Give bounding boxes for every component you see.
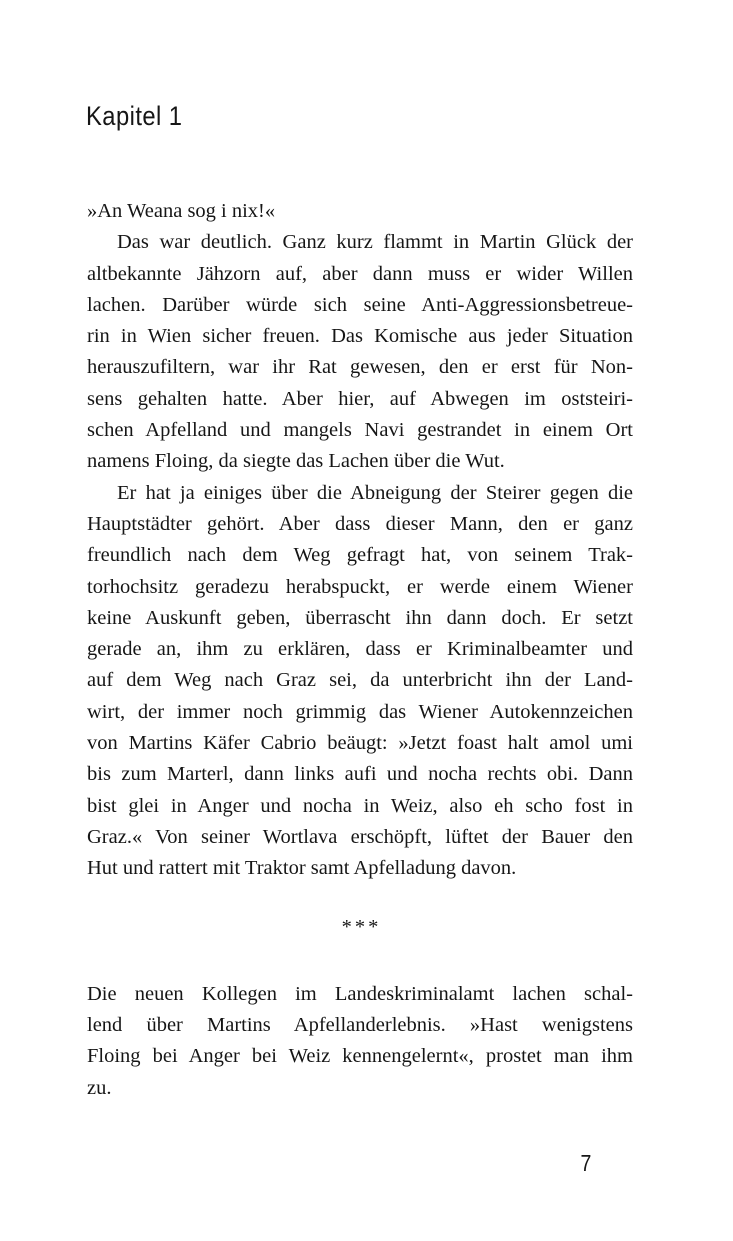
text-line: bist glei in Anger und nocha in Weiz, also eh scho fost in [87, 794, 633, 817]
text-line: auf dem Weg nach Graz sei, da unterbricht ihn der Land- [87, 669, 633, 692]
text-line: rin in Wien sicher freuen. Das Komische aus jeder Situation [87, 325, 633, 348]
text-line: lend über Martins Apfellanderlebnis. »Hast wenigstens [87, 1014, 633, 1037]
text-line: »An Weana sog i nix!« [87, 200, 276, 222]
text-line: wirt, der immer noch grimmig das Wiener Autokennzeichen [87, 700, 633, 723]
text-line: lachen. Darüber würde sich seine Anti-Aggressionsbetreue- [87, 293, 633, 316]
text-line: Floing bei Anger bei Weiz kennengelernt«, prostet man ihm [87, 1045, 633, 1068]
text-line: herauszufiltern, war ihr Rat gewesen, den er erst für Non- [87, 356, 633, 379]
text-line: Graz.« Von seiner Wortlava erschöpft, lüftet der Bauer den [87, 825, 633, 848]
text-line: torhochsitz geradezu herabspuckt, er werde einem Wiener [87, 575, 633, 598]
text-line: keine Auskunft geben, überrascht ihn dann doch. Er setzt [87, 606, 633, 629]
text-line: freundlich nach dem Weg gefragt hat, von seinem Trak- [87, 544, 633, 567]
page-number: 7 [580, 1150, 592, 1176]
text-line: Die neuen Kollegen im Landeskriminalamt lachen schal- [87, 982, 633, 1005]
text-line: gerade an, ihm zu erklären, dass er Kriminalbeamter und [87, 638, 633, 661]
text-line: Hut und rattert mit Traktor samt Apfelladung davon. [87, 857, 517, 880]
chapter-heading: Kapitel 1 [86, 101, 183, 131]
text-line: Hauptstädter gehört. Aber dass dieser Mann, den er ganz [87, 512, 633, 535]
text-line: bis zum Marterl, dann links aufi und nocha rechts obi. Dann [87, 763, 633, 786]
text-line: namens Floing, da siegte das Lachen über die Wut. [87, 450, 505, 473]
page-text [87, 196, 633, 1104]
text-line: zu. [87, 1076, 112, 1099]
text-line: schen Apfelland und mangels Navi gestrandet in einem Ort [87, 419, 633, 442]
text-line: sens gehalten hatte. Aber hier, auf Abwegen im oststeiri- [87, 387, 633, 410]
section-separator: *** [341, 915, 382, 938]
text-line: von Martins Käfer Cabrio beäugt: »Jetzt foast halt amol umi [87, 732, 633, 755]
text-line: Das war deutlich. Ganz kurz flammt in Martin Glück der [117, 231, 633, 254]
text-line: Er hat ja einiges über die Abneigung der Steirer gegen die [117, 481, 633, 504]
text-line: altbekannte Jähzorn auf, aber dann muss er wider Willen [87, 262, 633, 285]
